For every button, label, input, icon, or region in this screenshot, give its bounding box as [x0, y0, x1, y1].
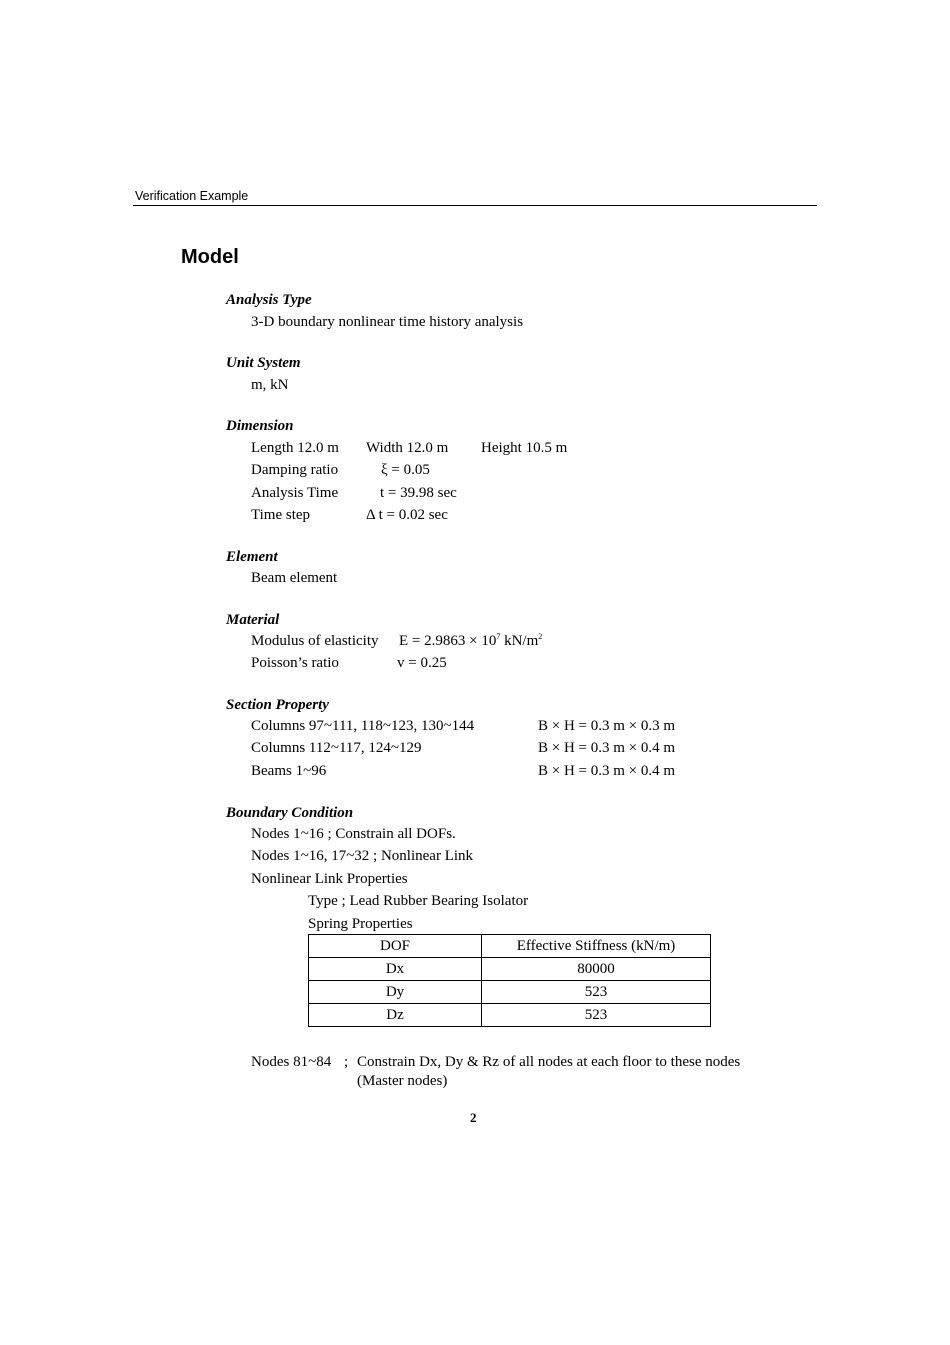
- boundary-line-3: Nonlinear Link Properties: [251, 871, 408, 887]
- section-row-members: Columns 97~111, 118~123, 130~144: [251, 718, 475, 734]
- analysis-type-text: 3-D boundary nonlinear time history analysis: [251, 314, 524, 330]
- modulus-exponent: 7: [496, 632, 501, 641]
- boundary-line-1: Nodes 1~16 ; Constrain all DOFs.: [251, 826, 456, 842]
- table-header-dof: DOF: [309, 935, 482, 958]
- master-nodes-separator: ;: [344, 1054, 349, 1070]
- dimension-height: Height 10.5 m: [481, 440, 568, 456]
- dimension-length: Length 12.0 m: [251, 440, 339, 456]
- table-row: [309, 1004, 711, 1027]
- header-rule: [133, 205, 817, 206]
- modulus-value: [399, 634, 542, 649]
- spring-properties-table: [308, 934, 711, 1027]
- page-number: 2: [470, 1110, 477, 1125]
- section-property-heading: Section Property: [226, 697, 329, 713]
- table-cell-dof: Dz: [309, 1004, 482, 1027]
- section-row-size: B × H = 0.3 m × 0.4 m: [538, 740, 676, 756]
- damping-label: Damping ratio: [251, 462, 339, 478]
- modulus-label: Modulus of elasticity: [251, 633, 379, 649]
- damping-value: ξ = 0.05: [381, 462, 430, 478]
- boundary-line-2: Nodes 1~16, 17~32 ; Nonlinear Link: [251, 848, 474, 864]
- material-heading: Material: [226, 612, 280, 628]
- master-nodes-text: Constrain Dx, Dy & Rz of all nodes at each floor to these nodes: [357, 1054, 741, 1070]
- element-heading: Element: [226, 549, 278, 565]
- section-row-members: Columns 112~117, 124~129: [251, 740, 422, 756]
- table-cell-dof: Dx: [309, 958, 482, 981]
- table-cell-stiffness: 523: [482, 981, 711, 1004]
- modulus-unit-exponent: 2: [538, 632, 543, 641]
- section-row-size: B × H = 0.3 m × 0.3 m: [538, 718, 676, 734]
- dimension-heading: Dimension: [226, 418, 294, 434]
- modulus-unit: kN/m: [500, 633, 539, 649]
- table-row: [309, 958, 711, 981]
- time-step-value: Δ t = 0.02 sec: [366, 507, 448, 523]
- table-cell-stiffness: 80000: [482, 958, 711, 981]
- analysis-type-heading: Analysis Type: [226, 292, 312, 308]
- poisson-value: v = 0.25: [397, 655, 447, 671]
- table-cell-dof: Dy: [309, 981, 482, 1004]
- table-cell-stiffness: 523: [482, 1004, 711, 1027]
- link-type: Type ; Lead Rubber Bearing Isolator: [308, 893, 529, 909]
- table-row: [309, 981, 711, 1004]
- analysis-time-value: t = 39.98 sec: [380, 485, 457, 501]
- modulus-prefix: E = 2.9863 × 10: [399, 633, 497, 649]
- element-text: Beam element: [251, 570, 338, 586]
- analysis-time-label: Analysis Time: [251, 485, 339, 501]
- unit-system-heading: Unit System: [226, 355, 301, 371]
- unit-system-text: m, kN: [251, 377, 289, 393]
- section-row-size: B × H = 0.3 m × 0.4 m: [538, 763, 676, 779]
- time-step-label: Time step: [251, 507, 311, 523]
- master-nodes-label: Nodes 81~84: [251, 1054, 332, 1070]
- poisson-label: Poisson’s ratio: [251, 655, 339, 671]
- running-header: Verification Example: [135, 189, 249, 203]
- table-header-row: [309, 935, 711, 958]
- section-row-members: Beams 1~96: [251, 763, 327, 779]
- spring-properties-label: Spring Properties: [308, 916, 413, 932]
- boundary-condition-heading: Boundary Condition: [226, 805, 354, 821]
- section-title: Model: [181, 246, 239, 268]
- dimension-width: Width 12.0 m: [366, 440, 449, 456]
- master-nodes-text-2: (Master nodes): [357, 1073, 448, 1089]
- table-header-stiffness: Effective Stiffness (kN/m): [482, 935, 711, 958]
